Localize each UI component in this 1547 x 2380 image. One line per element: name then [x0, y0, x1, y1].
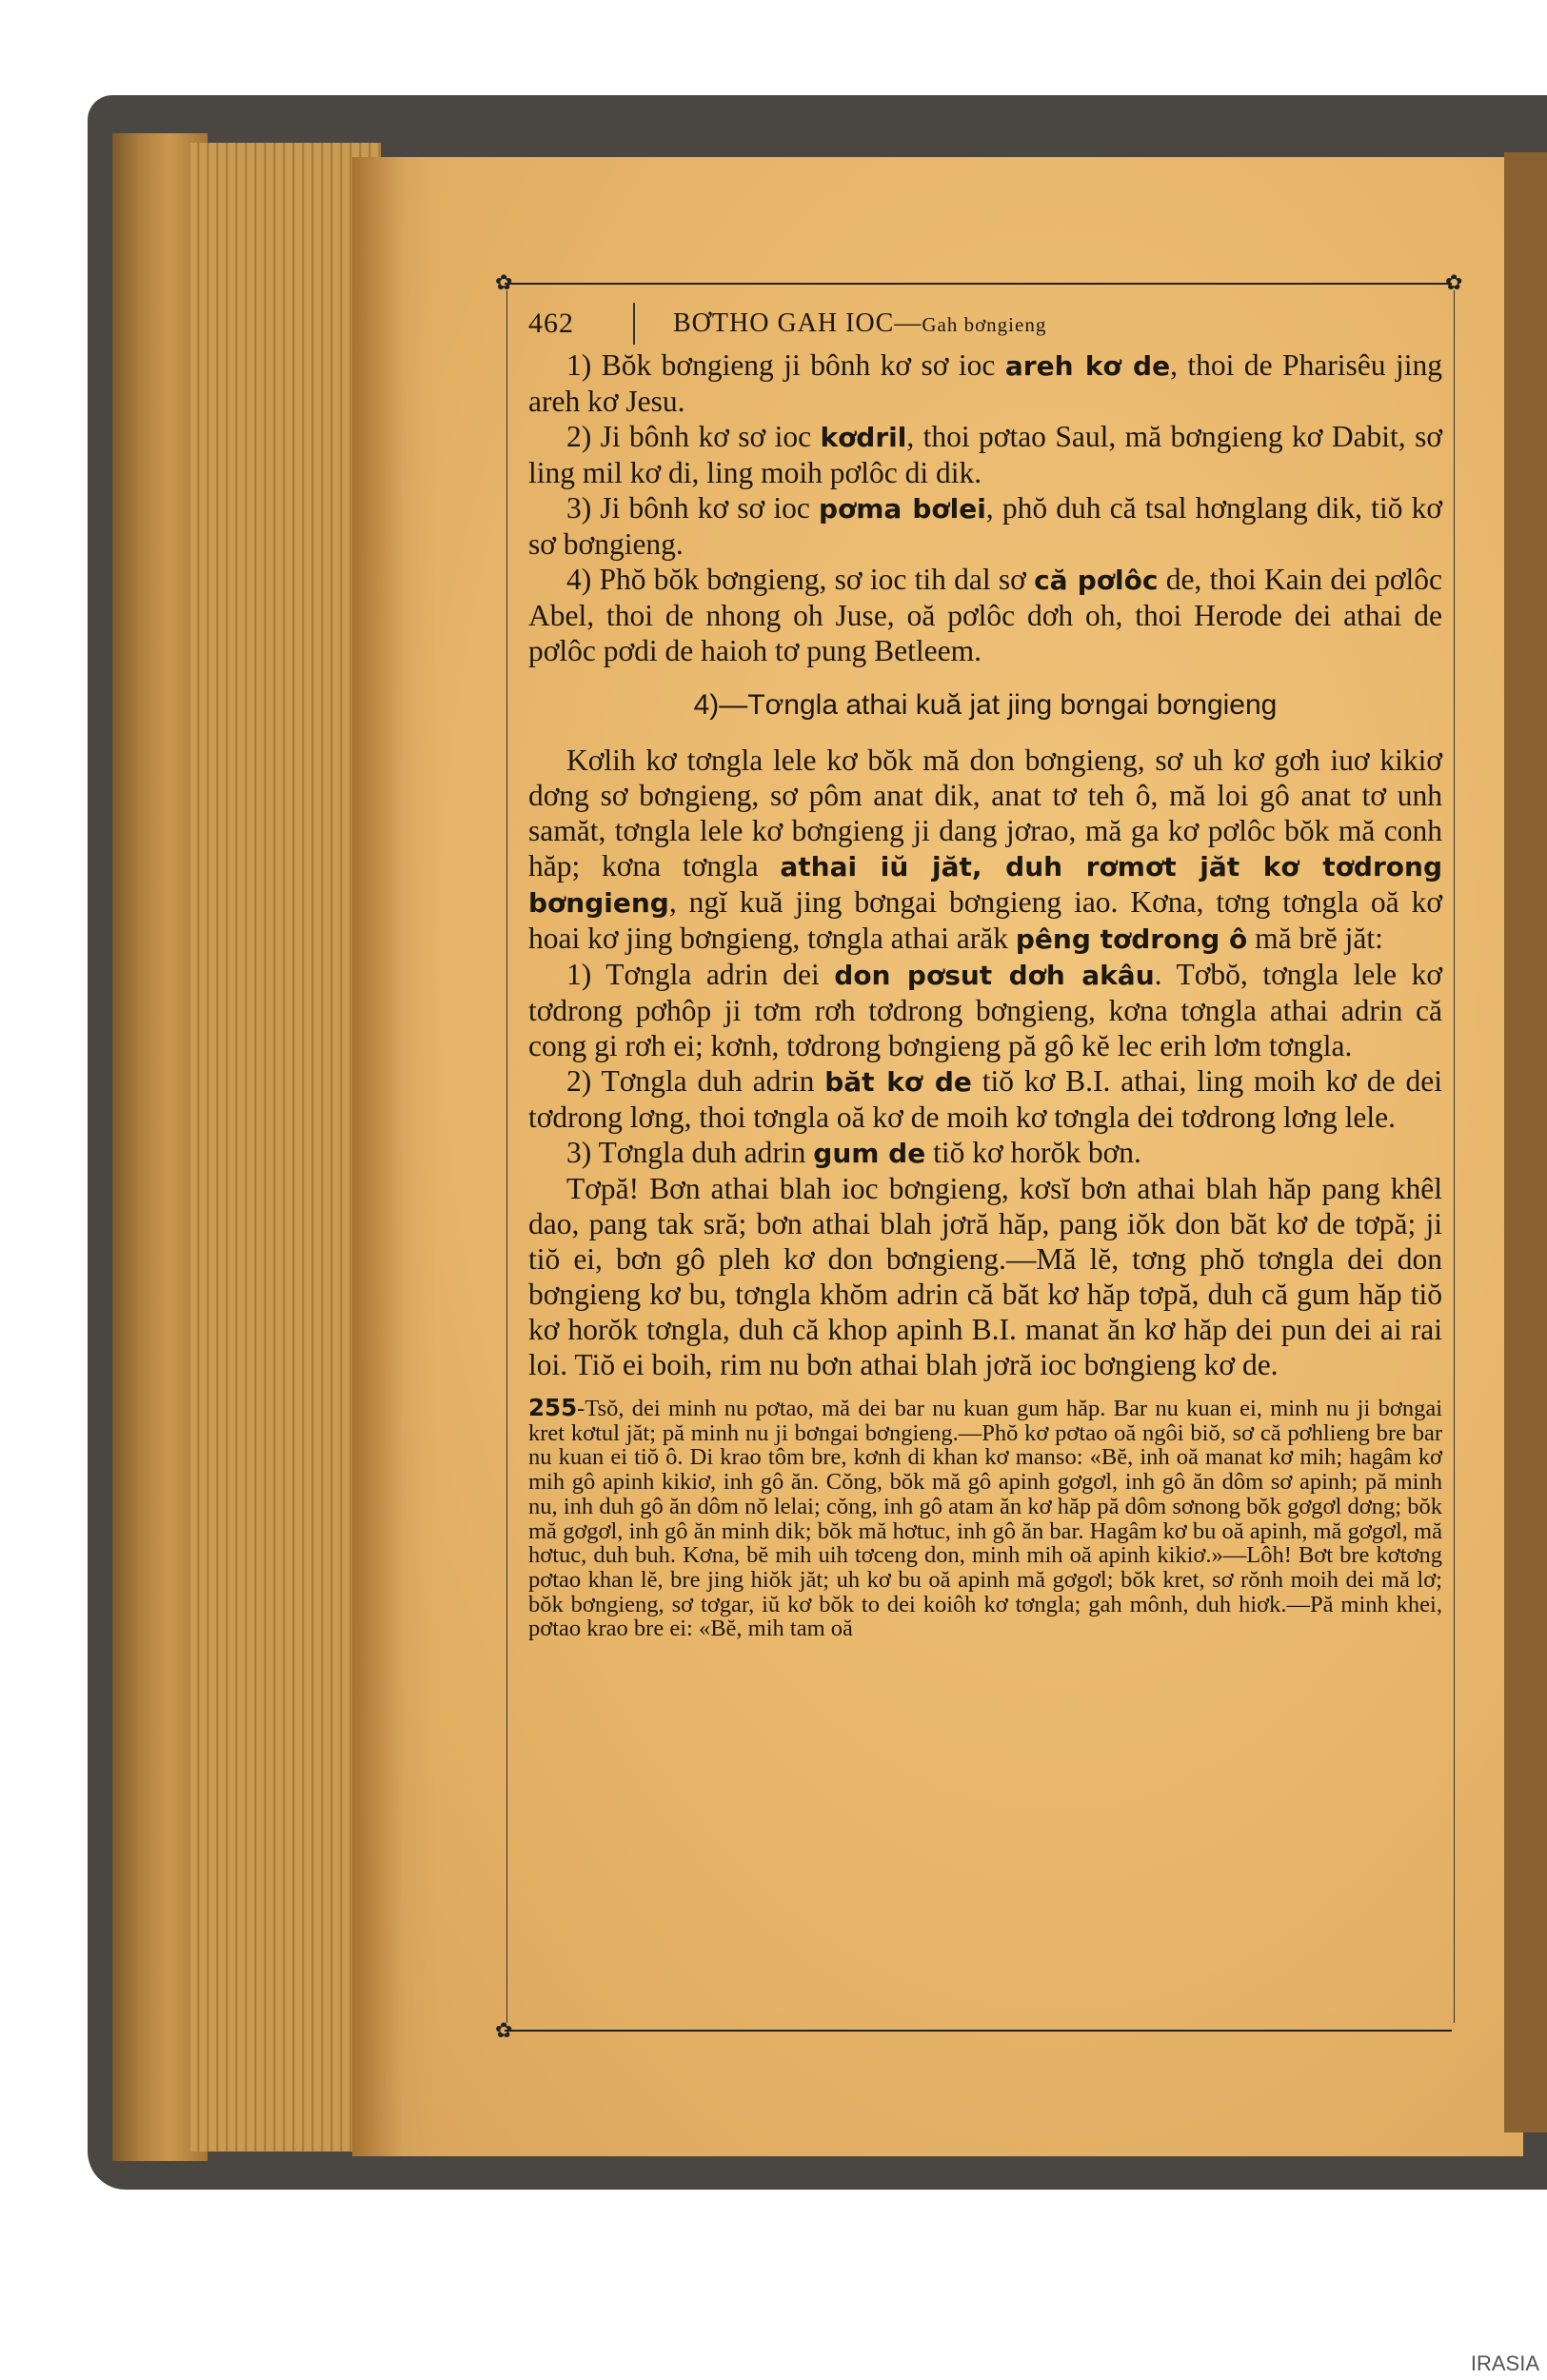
section-heading: 4)—Tơngla athai kuă jat jing bơngai bơngieng	[693, 689, 1278, 721]
list-item: 3) Ji bônh kơ sơ ioc pơma bơlei, phŏ duh că tsal hơnglang dik, tiŏ kơ sơ bơngieng.	[528, 491, 1442, 561]
running-header	[528, 300, 1442, 347]
footnote: 255-Tsŏ, dei minh nu pơtao, mă dei bar nu kuan gum hăp. Bar nu kuan ei, minh nu ji bơngai kret kơtul jăt; pă minh nu ji bơngai bơngieng.—Phŏ kơ pơtao oă ngôi biŏ, sơ că pơhlieng bre bar nu kuan ei tiŏ ô. Di krao tôm bre, kơnh di khan kơ manso: «Bĕ, inh oă manat kơ mih; hagâm kơ mih gô apinh kikiơ, inh gô ăn. Cŏng, bŏk mă gô apinh gơgơl, inh gô ăn dôm sơ apinh; pă minh nu, inh duh gô ăn dôm nŏ lelai; cŏng, inh gô atam ăn kơ hăp pă dôm sơnong bŏk gơgơl dơng; bŏk mă gơgơl, inh gô ăn minh dik; bŏk mă hơtuc, inh gô ăn bar. Hagâm kơ bu oă apinh, mă gơgơl, mă hơtuc, duh buh. Kơna, bĕ mih uih tơceng don, minh mih oă apinh kikiơ.»—Lôh! Bơt bre kơtơng pơtao khan lĕ, bre jing hiŏk jăt; uh kơ bu oă apinh mă gơgơl; bŏk kret, sơ rŏnh moih dei mă lơ; bŏk bơngieng, sơ tơgar, iŭ kơ bŏk to dei koiôh kơ tơngla; gah mônh, duh hiơk.—Pă minh khei, pơtao krao bre ei: «Bĕ, mih tam oă	[528, 1394, 1442, 1642]
body-paragraph: Kơlih kơ tơngla lele kơ bŏk mă don bơngieng, sơ uh kơ gơh iuơ kikiơ dơng sơ bơngieng, sơ pôm anat dik, anat tơ teh ô, mă loi gô anat tơ unh samăt, tơngla lele kơ bơngieng ji dang jơrao, mă ga kơ pơlôc bŏk mă conh hăp; kơna tơngla athai iŭ jăt, duh rơmơt jăt kơ tơdrong bơngieng, ngĭ kuă jing bơngai bơngieng iao. Kơna, tơng tơngla oă kơ hoai kơ jing bơngieng, tơngla athai arăk pêng tơdrong ô mă brĕ jăt:	[528, 744, 1442, 955]
header-title: BƠTHO GAH IOC—Gah bơngieng	[673, 308, 1047, 338]
header-divider	[633, 303, 635, 345]
frame-right-rule	[1454, 290, 1455, 2023]
facing-page-edge	[1504, 152, 1547, 2132]
page-gutter-shadow	[352, 157, 438, 2156]
page-number: 462	[528, 307, 574, 339]
corner-ornament-icon: ✿	[1445, 270, 1463, 294]
corner-ornament-icon: ✿	[495, 270, 513, 294]
page-content	[528, 300, 1442, 1641]
list-item: 3) Tơngla duh adrin gum de tiŏ kơ horŏk bơn.	[566, 1136, 1141, 1169]
corner-ornament-icon: ✿	[495, 2018, 513, 2042]
frame-bottom-rule	[505, 2030, 1452, 2032]
list-item: 1) Bŏk bơngieng ji bônh kơ sơ ioc areh kơ de, thoi de Pharisêu jing areh kơ Jesu.	[528, 348, 1442, 418]
list-item: 2) Tơngla duh adrin băt kơ de tiŏ kơ B.I. athai, ling moih kơ de dei tơdrong lơng, thoi tơngla oă kơ de moih kơ tơngla dei tơdrong lơng lele.	[528, 1064, 1443, 1134]
list-item: 2) Ji bônh kơ sơ ioc kơdril, thoi pơtao Saul, mă bơngieng kơ Dabit, sơ ling mil kơ di, ling moih pơlôc di dik.	[528, 420, 1442, 489]
list-item: 1) Tơngla adrin dei don pơsut dơh akâu. Tơbŏ, tơngla lele kơ tơdrong pơhôp ji tơm rơh tơdrong bơngieng, kơna tơngla athai adrin că cong gi rơh ei; kơnh, tơdrong bơngieng pă gô kĕ lec erih lơm tơngla.	[528, 958, 1442, 1062]
body-paragraph: Tơpă! Bơn athai blah ioc bơngieng, kơsĭ bơn athai blah hăp pang khêl dao, pang tak sră; bơn athai blah jơră hăp, pang iŏk don băt kơ de tơpă; ji tiŏ ei, bơn gô pleh kơ don bơngieng.—Mă lĕ, tơng phŏ tơngla dei don bơngieng kơ bu, tơngla khŏm adrin că băt kơ hăp tơpă, duh că gum hăp tiŏ kơ horŏk tơngla, duh că khop apinh B.I. manat ăn kơ hăp dei pun dei ai rai loi. Tiŏ ei boih, rim nu bơn athai blah jơră ioc bơngieng kơ de.	[528, 1172, 1442, 1381]
list-item: 4) Phŏ bŏk bơngieng, sơ ioc tih dal sơ că pơlôc de, thoi Kain dei pơlôc Abel, thoi de nhong oh Juse, oă pơlôc dơh oh, thoi Herode dei athai de pơlôc pơdi de haioh tơ pung Betleem.	[528, 563, 1443, 667]
frame-left-rule	[506, 290, 507, 2023]
watermark: IRASIA	[1470, 2351, 1539, 2375]
frame-top-rule	[505, 283, 1452, 285]
